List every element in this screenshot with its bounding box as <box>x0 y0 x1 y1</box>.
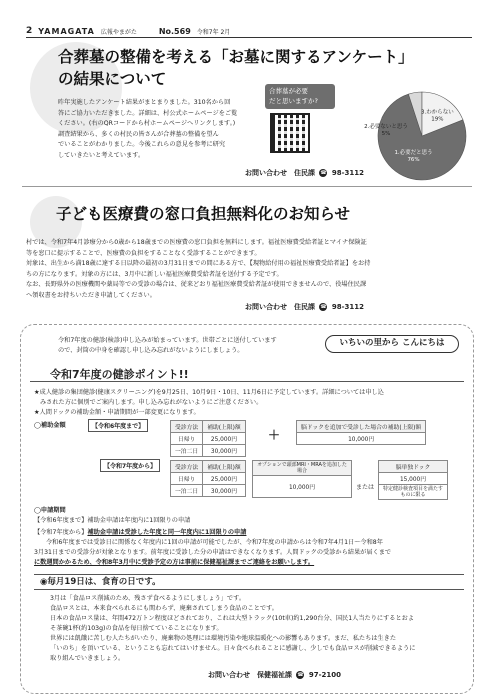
divider <box>22 186 472 187</box>
table-header: 補助(上限)額 <box>203 421 246 433</box>
page-header <box>26 24 472 38</box>
table-row <box>171 485 246 497</box>
contact-label: お問い合わせ 住民課 <box>245 169 315 177</box>
pie-category-label: 2.必要ないと思う <box>364 124 408 130</box>
period-note: 3月31日までの受診分が対象となります。前年度に受診した分の申請はできなくなります。人間ドックの受診から結果が届くまで <box>34 549 392 556</box>
table-cell: 30,000円 <box>203 445 246 457</box>
issue-date: 令和7年 2月 <box>196 29 231 36</box>
table-cell: 一泊二日 <box>171 445 203 457</box>
contact-label: お問い合わせ 住民課 <box>245 303 315 311</box>
plus-icon: ＋ <box>268 428 281 442</box>
brain-dock-table <box>296 420 426 445</box>
table-header: 脳単独ドック <box>379 461 448 473</box>
period-r7 <box>34 528 246 538</box>
contact-phone: 97-2100 <box>308 671 342 679</box>
pie-value-label: 19% <box>431 116 444 123</box>
table-cell: 一泊二日 <box>171 485 203 497</box>
r6-label: 【令和6年度まで】 <box>88 419 148 432</box>
food-day-body: 3月は「食品ロス削減のため、残さず食べるようにしましょう」です。 食品ロスとは、本来食べられるにも関わらず、廃棄されてしまう食品のことです。 日本の食品ロス量は、年間472万トン程度ほどされており、これは大型トラック(10t車)約1,290台分、国民1人当たりにするとおよ そ茶碗1杯(約103g)の食品を毎日捨てていることになります。 世界には飢餓に苦しむ人たちがいたり、廃棄物の処理には環境汚染や地球温暖化への影響もあります。まだ、私たちは生きた 「いのち」を頂いている、ということも忘れてはいけません。日々食べられることに感謝し、少しでも食品ロスが削減できるように 取り組んでいきましょう。 <box>50 595 416 662</box>
bullet-text: みされた方に個別でご案内します。申し込み忘れがないようにご注意ください。 <box>40 399 263 406</box>
qr-code-icon[interactable] <box>270 113 310 153</box>
period-note <box>34 558 314 568</box>
r7-label: 【令和7年度から】 <box>100 459 160 472</box>
pie-value-label: 76% <box>407 156 420 163</box>
survey-question-label: 合葬墓が必要 だと思いますか? <box>265 84 335 109</box>
table-cell: 10,000円 <box>253 476 352 498</box>
table-row <box>379 485 448 500</box>
table-row <box>379 473 448 485</box>
health-intro: 令和7年度の健診(検診)申し込みが始まっています。世帯ごとに送付しています ので、封筒の中身を確認し申し込み忘れがないようにしましょう。 <box>58 337 277 354</box>
issue-number: No.569 <box>158 27 191 36</box>
pie-value-label: 5% <box>381 131 391 137</box>
contact-phone: 98-3112 <box>331 169 365 177</box>
table-row <box>171 473 246 485</box>
subsidy-label: ◯補助金額 <box>34 422 66 429</box>
period-note: 令和6年度までは受診日に関係なく年度内に1回の申請が可能でしたが、令和7年度の申請からは令和7年4月1日～令和8年 <box>46 539 383 546</box>
table-row <box>253 476 352 498</box>
bullet-text: ★成人健診の集団健診(健康スクリーニング)を9月25日、10月9日・10日、11月6日に予定しています。詳細については申し込 <box>34 389 384 396</box>
contact-label: お問い合わせ 保健福祉課 <box>208 671 292 679</box>
table-row <box>171 445 246 457</box>
table-header: 脳ドックを追加で受診した場合の補助(上限)額 <box>297 421 426 433</box>
table-row <box>171 433 246 445</box>
phone-icon: ☎ <box>320 304 327 310</box>
section-tag: いちいの里から こんにちは <box>325 335 459 353</box>
contact-phone: 98-3112 <box>331 303 365 311</box>
brain-single-table <box>378 460 448 500</box>
table-cell: 25,000円 <box>203 433 246 445</box>
brand-subtitle: 広報やまがた <box>100 29 137 36</box>
table-row <box>297 433 426 445</box>
table-cell: 25,000円 <box>203 473 246 485</box>
r7-subsidy-table <box>170 460 246 497</box>
phone-icon: ☎ <box>320 170 327 176</box>
pie-category-label: 1.必要だと思う <box>394 149 433 156</box>
table-cell: 30,000円 <box>203 485 246 497</box>
period-r7-prefix: 【令和7年度から】 <box>34 529 88 536</box>
r6-subsidy-table <box>170 420 246 457</box>
section2-body: 村では、令和7年4月診療分から0歳から18歳までの医療費の窓口負担を無料にします。福祉医療費受給者証とマイナ保険証 等を窓口に提示することで、医療費の負担をすることなく受診することができます。 対象は、出生から満18歳に達する日以降の最初の3月31日までの間にある方で、【現物給付用の福祉医療費受給者証】をお持 ちの方になります。対象の方には、3月中に新しい福祉医療費受給者証を送付する予定です。 なお、長野県外の医療機関や薬局等での受診の場合は、従来どおり福祉医療費受給者証が使用できませんので、役場住民課 へ領収書をお持ちいただき申請してください。 <box>26 239 371 299</box>
section4-contact <box>208 670 341 680</box>
brand-name: YAMAGATA <box>38 27 95 36</box>
section2-contact <box>245 302 364 312</box>
section1-body: 昨年実施したアンケート結果がまとまりました。310名から回 答にご協力いただきました。詳細は、村公式ホームページをご覧 ください。(右のQRコードから村ホームページへリンクします。) 調査結果から、多くの村民の皆さんが合葬墓の整備を望ん でいることがわかりました。今後これらの意見を参考に研究 していきたいと考えています。 <box>58 99 238 159</box>
health-title: 令和7年度の健診ポイント!! <box>50 368 189 381</box>
table-cell: 日帰り <box>171 433 203 445</box>
section1-title: 合葬墓の整備を考える「お墓に関するアンケート」 の結果について <box>58 48 414 88</box>
or-label: または <box>356 484 375 491</box>
table-cell: 日帰り <box>171 473 203 485</box>
food-day-title: ◉毎月19日は、食育の日です。 <box>34 574 464 590</box>
period-note-emph: に数週間かかるため、令和8年3月中に受診予定の方は事前に保健福祉課までご連絡をお願いします。 <box>34 559 315 566</box>
period-r7-rule: 補助金申請は受診した年度と同一年度内に1回限りの申請 <box>87 529 247 536</box>
bullet-text: ★人間ドックの補助金額・申請期間が一部変更になります。 <box>34 409 200 416</box>
page-number: 2 <box>26 26 33 36</box>
table-header: オプションで頭部MRI・MRAを追加した場合 <box>253 461 352 476</box>
option-mri-table <box>252 460 352 498</box>
table-cell: 15,000円 <box>379 473 448 485</box>
period-label: ◯申請期間 <box>34 507 66 514</box>
table-cell: 10,000円 <box>297 433 426 445</box>
table-header: 補助(上限)額 <box>203 461 246 473</box>
period-r6: 【令和6年度まで】補助金申請は年度内に1回限りの申請 <box>34 517 191 524</box>
table-header: 受診方法 <box>171 461 203 473</box>
section2-title: 子ども医療費の窓口負担無料化のお知らせ <box>56 205 351 223</box>
phone-icon: ☎ <box>297 672 304 678</box>
divider <box>30 381 464 382</box>
section1-contact <box>245 168 364 178</box>
table-cell: 特定健診検査項目を満たすものに限る <box>379 485 448 500</box>
table-header: 受診方法 <box>171 421 203 433</box>
pie-category-label: 3.わからない <box>420 109 454 116</box>
